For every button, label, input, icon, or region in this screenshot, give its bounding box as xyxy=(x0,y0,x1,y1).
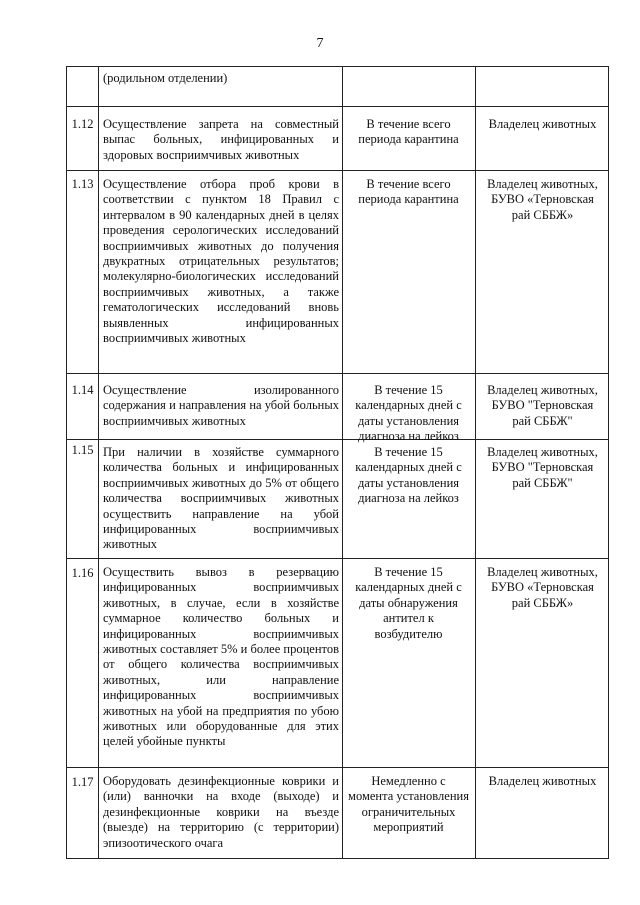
measure-description: Осуществление запрета на совместный выпас больных, инфицированных и здоровых восприимчивых животных xyxy=(103,117,339,162)
responsible-party: Владелец животных, БУВО "Терновская рай СББЖ" xyxy=(487,445,598,490)
responsible-party: Владелец животных, БУВО «Терновская рай СББЖ» xyxy=(487,565,598,610)
responsible-party: Владелец животных xyxy=(488,774,597,788)
row-divider xyxy=(67,373,608,374)
row-number: 1.12 xyxy=(71,117,94,131)
measure-description: Осуществление отбора проб крови в соответствии с пунктом 18 Правил с интервалом в 90 календарных дней в целях проведения серологических исследований восприимчивых животных до получения двукратных отрицательных результатов; молекулярно-биологических исследований восприимчивых животных, а также гематологических исследований вновь выявленных инфицированных восприимчивых животных xyxy=(103,177,339,346)
measure-term: В течение всего периода карантина xyxy=(358,117,459,147)
page-number: 7 xyxy=(316,36,324,51)
row-number: 1.14 xyxy=(71,383,94,397)
row-divider xyxy=(67,767,608,768)
measure-description: (родильном отделении) xyxy=(103,71,228,85)
row-divider xyxy=(67,170,608,171)
row-divider xyxy=(67,439,608,440)
measure-description: Осуществить вывоз в резервацию инфицированных восприимчивых животных, в случае, если в хозяйстве суммарное количество больных и инфицированных восприимчивых животных составляет 5% и более процентов от общего количества восприимчивых животных, или направление инфицированных восприимчивых животных на убой на предприятия по убою животных или оборудованные для этих целей убойные пункты xyxy=(103,565,339,749)
measure-description: Оборудовать дезинфекционные коврики и (или) ванночки на входе (выходе) и дезинфекционные коврики на въезде (выезде) на территорию (с территории) эпизоотического очага xyxy=(103,774,339,850)
row-divider xyxy=(67,558,608,559)
row-number: 1.16 xyxy=(71,566,94,580)
row-number: 1.15 xyxy=(71,443,94,457)
row-number: 1.13 xyxy=(71,177,94,191)
responsible-party: Владелец животных, БУВО «Терновская рай СББЖ» xyxy=(487,177,598,222)
responsible-party: Владелец животных, БУВО "Терновская рай СББЖ" xyxy=(487,383,598,428)
row-number: 1.17 xyxy=(71,775,94,789)
row-divider xyxy=(67,106,608,107)
measure-term: В течение 15 календарных дней с даты обнаружения антител к возбудителю xyxy=(355,565,462,641)
measure-description: Осуществление изолированного содержания и направления на убой больных восприимчивых животных xyxy=(103,383,339,428)
responsible-party: Владелец животных xyxy=(488,117,597,131)
measure-description: При наличии в хозяйстве суммарного количества больных и инфицированных восприимчивых животных до 5% от общего количества восприимчивых животных осуществить направление на убой инфицированных восприимчивых животных xyxy=(103,445,339,552)
measure-term: В течение 15 календарных дней с даты установления диагноза на лейкоз xyxy=(355,383,462,444)
measures-table xyxy=(66,66,609,859)
measure-term: В течение всего периода карантина xyxy=(358,177,459,207)
measure-term: Немедленно с момента установления ограничительных мероприятий xyxy=(348,774,469,835)
measure-term: В течение 15 календарных дней с даты установления диагноза на лейкоз xyxy=(355,445,462,506)
